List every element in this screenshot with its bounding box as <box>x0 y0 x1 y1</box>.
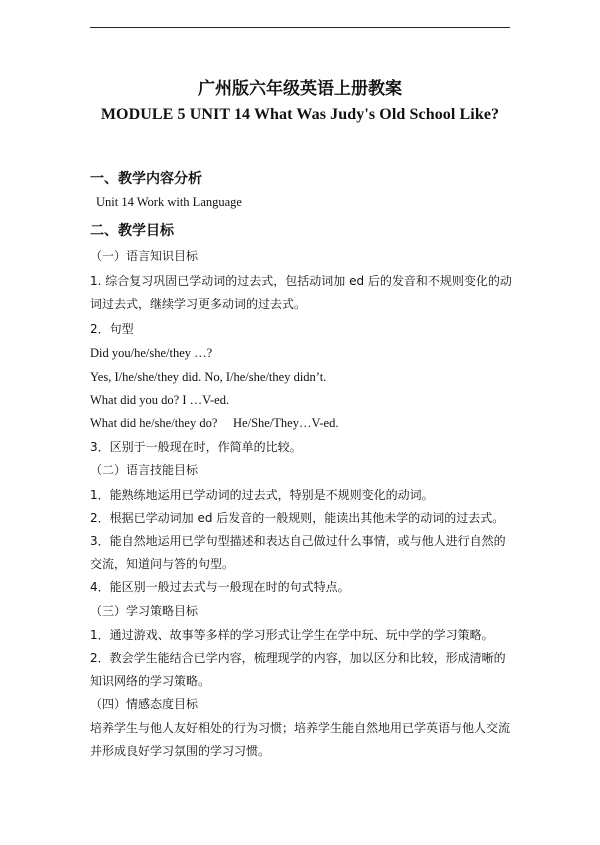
goal-2-item-3-line-2: 交流，知道问与答的句型。 <box>90 557 235 571</box>
goal-3-heading: （三）学习策略目标 <box>90 604 199 618</box>
goal-3-item-1: 1．通过游戏、故事等多样的学习形式让学生在学中玩、玩中学的学习策略。 <box>90 628 494 642</box>
goal-1-item-2: 2．句型 <box>90 322 134 336</box>
goal-4-line-1: 培养学生与他人友好相处的行为习惯；培养学生能自然地用已学英语与他人交流 <box>90 721 511 735</box>
goal-2-item-4: 4．能区别一般过去式与一般现在时的句式特点。 <box>90 580 350 594</box>
sentence-pattern-4: What did he/she/they do? He/She/They…V-ed. <box>90 416 339 430</box>
document-title-chinese: 广州版六年级英语上册教案 <box>198 79 402 99</box>
goal-2-item-3-line-1: 3．能自然地运用已学句型描述和表达自己做过什么事情，或与他人进行自然的 <box>90 534 506 548</box>
document-title-english: MODULE 5 UNIT 14 What Was Judy's Old School Like? <box>100 106 500 123</box>
goal-1-item-1-line-1: 1. 综合复习巩固已学动词的过去式，包括动词加 ed 后的发音和不规则变化的动 <box>90 274 512 288</box>
header-rule <box>90 27 510 28</box>
goal-3-item-2-line-2: 知识网络的学习策略。 <box>90 674 211 688</box>
goal-4-line-2: 并形成良好学习氛围的学习习惯。 <box>90 744 271 758</box>
goal-1-heading: （一）语言知识目标 <box>90 249 199 263</box>
goal-1-item-1-line-2: 词过去式，继续学习更多动词的过去式。 <box>90 297 307 311</box>
section-1-heading: 一、教学内容分析 <box>90 171 202 187</box>
goal-3-item-2-line-1: 2．教会学生能结合已学内容，梳理现学的内容，加以区分和比较，形成清晰的 <box>90 651 506 665</box>
goal-4-heading: （四）情感态度目标 <box>90 697 199 711</box>
goal-2-item-2: 2．根据已学动词加 ed 后发音的一般规则，能读出其他未学的动词的过去式。 <box>90 511 505 525</box>
goal-2-item-1: 1．能熟练地运用已学动词的过去式，特别是不规则变化的动词。 <box>90 488 434 502</box>
section-2-heading: 二、教学目标 <box>90 223 174 239</box>
goal-2-heading: （二）语言技能目标 <box>90 463 199 477</box>
sentence-pattern-1: Did you/he/she/they …? <box>90 346 213 360</box>
sentence-pattern-2: Yes, I/he/she/they did. No, I/he/she/they didn’t. <box>90 370 327 384</box>
goal-1-item-3: 3．区别于一般现在时，作简单的比较。 <box>90 440 302 454</box>
section-1-content: Unit 14 Work with Language <box>96 195 242 209</box>
sentence-pattern-3: What did you do? I …V-ed. <box>90 393 230 407</box>
